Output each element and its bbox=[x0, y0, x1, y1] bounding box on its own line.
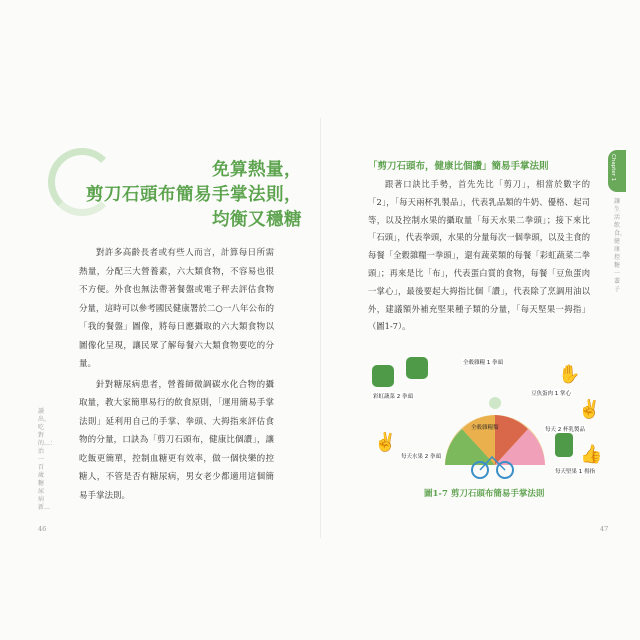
left-paragraph-2: 針對糖尿病患者，營養師微調碳水化合物的攝取量，教大家簡單易行的飲食原則，「運用簡易手掌法則」延利用自己的手掌、拳頭、大拇指來評估食物的分量，口訣為「剪刀石頭布，健康比個讚」，讓吃飯更簡單，控制血糖更有效率，做一個快樂的控糖人，不管是否有糖尿病，男女老少都適用這個簡易手掌法則。 bbox=[79, 379, 274, 501]
label-center: 全穀雜糧類 bbox=[471, 425, 499, 431]
fist-icon-veg bbox=[372, 365, 394, 387]
scissors-icon-left: ✌ bbox=[374, 432, 397, 453]
right-body-text bbox=[368, 176, 590, 336]
figure-caption: 圖1-7 剪刀石頭布簡易手掌法則 bbox=[424, 489, 545, 499]
label-nuts: 每天堅果 1 拇指 bbox=[555, 469, 595, 475]
label-fruit: 每天水果 2 拳頭 bbox=[401, 454, 441, 460]
chapter-title bbox=[72, 158, 302, 233]
label-dairy: 每天 2 杯乳製品 bbox=[545, 427, 585, 433]
chapter-tab-label: Chapter 1 bbox=[610, 154, 616, 182]
section-heading: 「剪刀石頭布，健康比個讚」簡易手掌法則 bbox=[368, 161, 549, 172]
label-protein: 豆魚蛋肉 1 掌心 bbox=[531, 391, 571, 397]
thumbs-up-icon: 👍 bbox=[580, 444, 603, 465]
left-paragraph-1: 對許多高齡長者或有些人而言，計算每日所需熱量，分配三大營養素，六大類食物，不容易也很不方便。外食也無法帶著餐盤或電子秤去評估食物分量，這時可以參考國民健康署於二○一八年公布的「我的餐盤」圖像，將每日應攝取的六大類食物以圖像化呈現，讓民眾了解每餐六大類食物要吃的分量。 bbox=[79, 248, 274, 369]
page-gutter bbox=[320, 118, 321, 538]
title-line-2: 剪刀石頭布簡易手掌法則， bbox=[86, 185, 302, 205]
right-paragraph: 跟著口訣比手勢，首先先比「剪刀」，相當於數字的「2」，「每天兩杯乳製品」，代表乳品類的牛奶、優格、起司等，以及控制水果的攝取量「每天水果二拳頭」；接下來比「石頭」，代表拳頭，水果的分量每次一個拳頭，以及主食的每餐「全穀雜糧一拳頭」，還有蔬菜類的每餐「彩虹蔬菜二拳頭」；再來是比「布」，代表蛋白質的食物，每餐「豆魚蛋肉一掌心」，最後要起大拇指比個「讚」，代表除了烹調用油以外，建議額外補充堅果種子類的分量，「每天堅果一拇指」（圖1-7）。 bbox=[368, 179, 590, 332]
water-glass bbox=[489, 397, 501, 409]
chapter-tab bbox=[608, 150, 626, 192]
fist-icon-grain bbox=[406, 357, 428, 379]
right-running-head: 讓生活飲食，健康控糖一輩子 bbox=[614, 198, 627, 293]
label-veg: 彩虹蔬菜 2 拳頭 bbox=[373, 394, 413, 400]
left-page-number: 46 bbox=[38, 525, 47, 533]
right-page-number: 47 bbox=[600, 525, 609, 533]
left-running-head: 讀出、吃對的…：治一百歲糖尿病新… bbox=[38, 408, 57, 511]
scissors-icon: ✌ bbox=[578, 399, 601, 420]
title-line-1: 免算熱量， bbox=[212, 160, 302, 180]
left-body-text bbox=[79, 244, 274, 507]
dairy-cup bbox=[555, 433, 573, 457]
label-grains: 全穀雜糧 1 拳頭 bbox=[463, 360, 503, 366]
palm-icon: ✋ bbox=[558, 364, 581, 385]
hand-rule-figure bbox=[370, 345, 610, 485]
title-line-3: 均衡又穩糖 bbox=[212, 210, 302, 230]
